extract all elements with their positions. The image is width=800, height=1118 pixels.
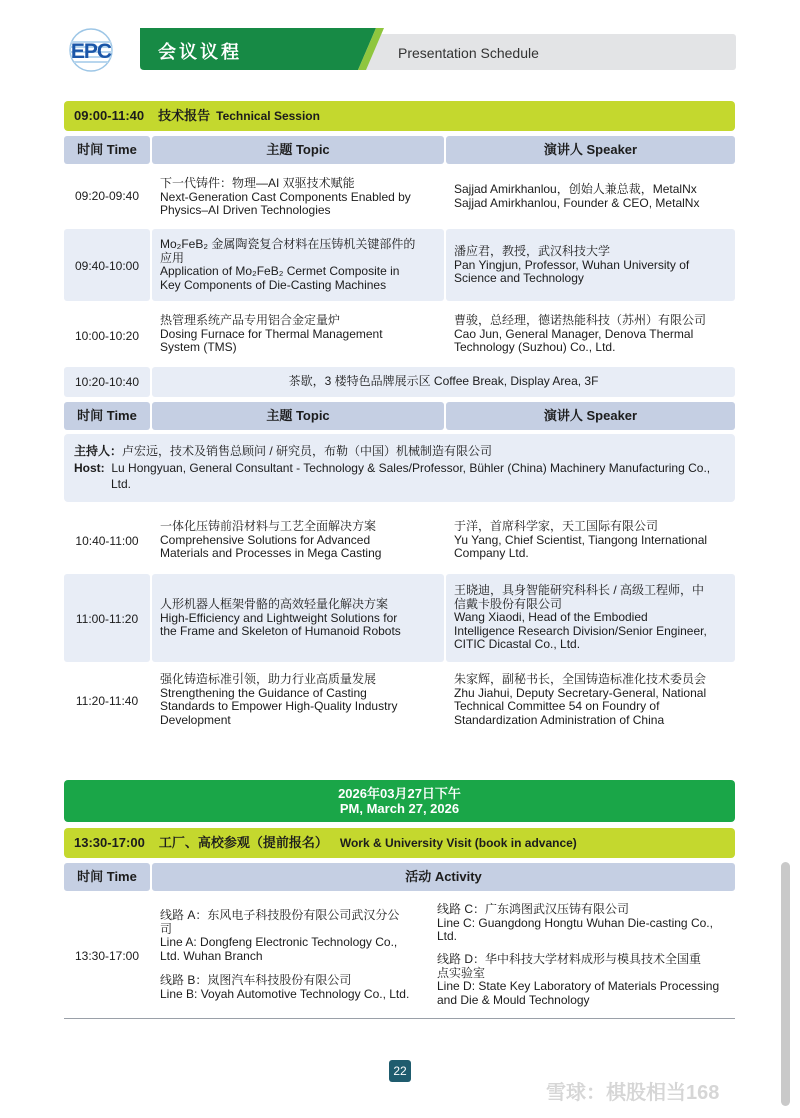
header-speaker: 演讲人 Speaker xyxy=(446,402,735,430)
talk-speaker: 于洋，首席科学家，天工国际有限公司 Yu Yang, Chief Scientist, Tiangong International Company Ltd. xyxy=(454,519,708,561)
talk-time: 09:20-09:40 xyxy=(74,189,140,203)
table-row xyxy=(64,510,735,570)
talk-time: 11:00-11:20 xyxy=(75,612,139,626)
header-title-cn: 会议议程 xyxy=(158,42,242,62)
talk-time: 09:40-10:00 xyxy=(74,259,140,273)
session-name-en: Work & University Visit (book in advance) xyxy=(339,836,577,850)
epc-logo xyxy=(62,28,120,72)
header-topic: 主题 Topic xyxy=(152,402,444,430)
session-bar-technical xyxy=(64,101,735,131)
table-row xyxy=(64,574,735,662)
header-time: 时间 Time xyxy=(64,136,150,164)
talk-speaker: 朱家辉，副秘书长，全国铸造标准化技术委员会 Zhu Jiahui, Deputy Secretary-General, National Technical Committee 54 on Foundry of Standardization Administration of China xyxy=(454,672,707,727)
talk-time: 11:20-11:40 xyxy=(75,694,139,708)
talk-topic: Mo₂FeB₂ 金属陶瓷复合材料在压铸机关键部件的 应用 Application of Mo₂FeB₂ Cermet Composite in Key Components of Die-Casting Machines xyxy=(160,237,416,292)
talk-time: 10:40-11:00 xyxy=(75,534,139,548)
coffee-break-row xyxy=(64,367,735,397)
host-label-cn: 主持人： xyxy=(74,444,123,458)
visit-time: 13:30-17:00 xyxy=(74,949,140,963)
session-bar-visit xyxy=(64,828,735,858)
coffee-break-text: 茶歇，3 楼特色品牌展示区 Coffee Break, Display Area, 3F xyxy=(288,374,599,388)
scrollbar[interactable] xyxy=(781,862,790,1106)
footer-divider xyxy=(64,1018,735,1019)
header-time: 时间 Time xyxy=(64,402,150,430)
visit-line-c: 线路 C：广东鸿图武汉压铸有限公司 Line C: Guangdong Hongtu Wuhan Die-casting Co., Ltd. xyxy=(437,902,713,944)
visit-row xyxy=(64,896,735,1014)
watermark: 雪球：棋股相当168 xyxy=(546,1082,720,1104)
table-header xyxy=(64,136,735,164)
talk-speaker: 王晓迪，具身智能研究科科长 / 高级工程师，中 信戴卡股份有限公司 Wang Xiaodi, Head of the Embodied Intelligence Research Division/Senior Engineer, CITIC Dicastal Co., Ltd. xyxy=(454,583,707,652)
coffee-break-time: 10:20-10:40 xyxy=(74,375,140,389)
talk-topic: 下一代铸件：物理—AI 双驱技术赋能 Next-Generation Cast Components Enabled by Physics–AI Driven Technologies xyxy=(160,176,411,218)
header-time: 时间 Time xyxy=(64,863,150,891)
session-name-cn: 技术报告 xyxy=(158,108,211,123)
session-name-en: Technical Session xyxy=(216,109,320,123)
talk-topic: 一体化压铸前沿材料与工艺全面解决方案 Comprehensive Solutions for Advanced Materials and Processes in Mega Casting xyxy=(160,519,382,561)
talk-speaker: Sajjad Amirkhanlou，创始人兼总裁，MetalNx Sajjad Amirkhanlou, Founder & CEO, MetalNx xyxy=(454,182,700,210)
visit-line-a: 线路 A：东风电子科技股份有限公司武汉分公 司 Line A: Dongfeng Electronic Technology Co., Ltd. Wuhan Branch xyxy=(160,908,400,963)
header-activity: 活动 Activity xyxy=(152,863,735,891)
talk-speaker: 潘应君，教授，武汉科技大学 Pan Yingjun, Professor, Wuhan University of Science and Technology xyxy=(454,244,690,286)
visit-line-b: 线路 B：岚图汽车科技股份有限公司 Line B: Voyah Automotive Technology Co., Ltd. xyxy=(160,973,410,1001)
table-header xyxy=(64,402,735,430)
talk-speaker: 曹骏，总经理，德诺热能科技（苏州）有限公司 Cao Jun, General Manager, Denova Thermal Technology (Suzhou) Co., Ltd. xyxy=(454,313,707,355)
table-row xyxy=(64,229,735,301)
logo-text: EPC xyxy=(70,40,112,63)
visit-table-header xyxy=(64,863,735,891)
day-date-cn: 2026年03月27日下午 xyxy=(338,786,461,801)
session-time: 09:00-11:40 xyxy=(74,108,145,123)
page-header xyxy=(0,0,800,90)
session-name-cn: 工厂、高校参观（提前报名） xyxy=(158,835,328,850)
header-title-en: Presentation Schedule xyxy=(398,45,539,61)
talk-topic: 热管理系统产品专用铝合金定量炉 Dosing Furnace for Thermal Management System (TMS) xyxy=(160,313,383,355)
table-row xyxy=(64,167,735,225)
page-number: 22 xyxy=(389,1060,411,1082)
talk-topic: 人形机器人框架骨骼的高效轻量化解决方案 High-Efficiency and Lightweight Solutions for the Frame and Skeleton of Humanoid Robots xyxy=(160,597,401,639)
table-row xyxy=(64,666,735,736)
day-date-en: PM, March 27, 2026 xyxy=(339,801,460,816)
host-name-en: Lu Hongyuan, General Consultant - Technology & Sales/Professor, Bühler (China) Machinery Manufacturing Co., Ltd. xyxy=(111,461,711,491)
session-time: 13:30-17:00 xyxy=(74,835,145,850)
talk-topic: 强化铸造标准引领，助力行业高质量发展 Strengthening the Guidance of Casting Standards to Empower High-Quality Industry Development xyxy=(160,672,398,727)
host-box xyxy=(64,434,735,502)
host-name-cn: 卢宏远，技术及销售总顾问 / 研究员，布勒（中国）机械制造有限公司 xyxy=(122,444,493,458)
host-label-en: Host: xyxy=(74,461,105,475)
talk-time: 10:00-10:20 xyxy=(74,329,140,343)
visit-line-d: 线路 D：华中科技大学材料成形与模具技术全国重 点实验室 Line D: State Key Laboratory of Materials Processing and Die & Mould Technology xyxy=(437,952,720,1007)
day-bar xyxy=(64,780,735,822)
table-row xyxy=(64,305,735,363)
header-speaker: 演讲人 Speaker xyxy=(446,136,735,164)
header-topic: 主题 Topic xyxy=(152,136,444,164)
